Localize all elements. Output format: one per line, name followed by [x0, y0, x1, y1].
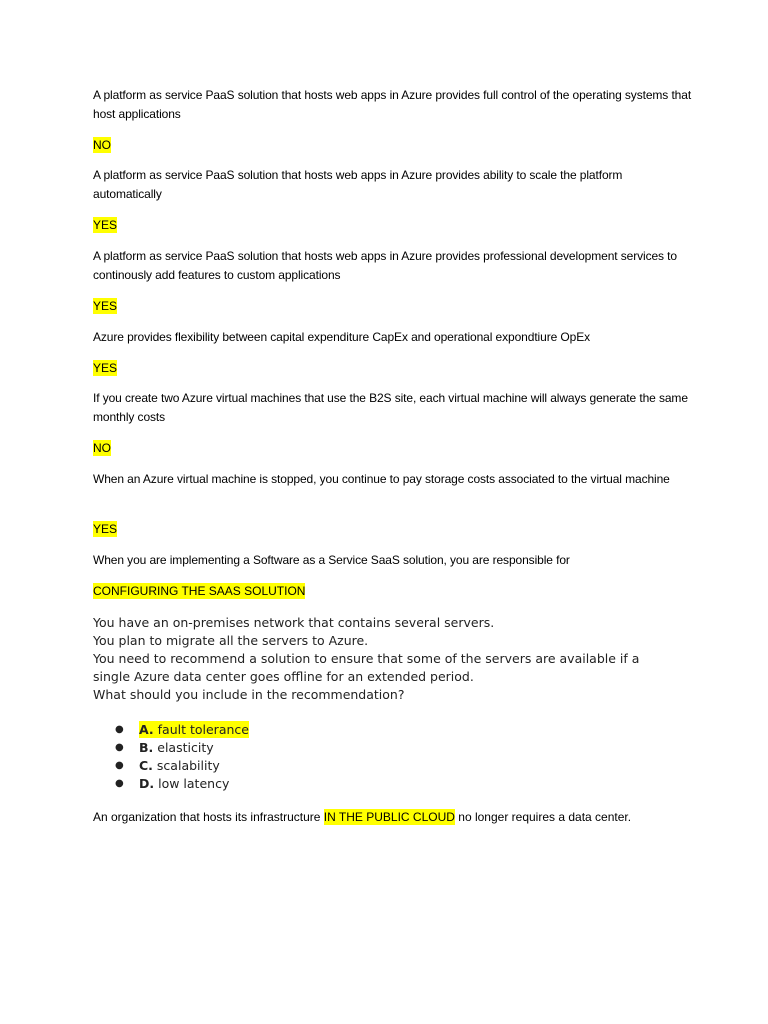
answer-1 — [93, 138, 111, 153]
answer-5-highlight: NO — [93, 441, 111, 455]
option-c — [93, 757, 249, 775]
answer-options-list — [93, 721, 249, 793]
bullet-icon: ● — [115, 724, 124, 735]
scenario-line-3: You need to recommend a solution to ensure that some of the servers are available if a single Azure data center goes offline for an extended period. — [93, 651, 640, 684]
option-a — [93, 721, 249, 739]
answer-7-highlight: CONFIGURING THE SAAS SOLUTION — [93, 584, 306, 598]
final-statement-before: An organization that hosts its infrastructure — [93, 810, 324, 824]
answer-4-highlight: YES — [93, 361, 118, 375]
question-7: When you are implementing a Software as a Service SaaS solution, you are responsible for — [93, 553, 570, 567]
question-1: A platform as service PaaS solution that hosts web apps in Azure provides full control of the operating systems that host applications — [93, 88, 692, 121]
answer-2 — [93, 218, 117, 233]
option-a-highlight — [139, 721, 249, 738]
answer-2-highlight: YES — [93, 218, 118, 232]
final-statement — [93, 808, 713, 826]
option-d — [93, 775, 249, 793]
option-a-letter: A. — [139, 722, 154, 737]
option-b-letter: B. — [139, 740, 154, 755]
scenario-line-1: You have an on-premises network that contains several servers. — [93, 615, 495, 630]
question-3: A platform as service PaaS solution that hosts web apps in Azure provides professional development services to continously add features to custom applications — [93, 249, 677, 282]
answer-7 — [93, 584, 305, 599]
option-a-text: fault tolerance — [157, 722, 249, 737]
option-b-text: elasticity — [157, 740, 214, 755]
question-6: When an Azure virtual machine is stopped, you continue to pay storage costs associated to the virtual machine — [93, 472, 670, 486]
scenario-question: What should you include in the recommendation? — [93, 687, 405, 702]
final-statement-after: no longer requires a data center. — [454, 810, 632, 824]
bullet-icon: ● — [115, 760, 124, 771]
bullet-icon: ● — [115, 742, 124, 753]
option-b — [93, 739, 249, 757]
answer-5 — [93, 441, 111, 456]
scenario-line-2: You plan to migrate all the servers to Azure. — [93, 633, 369, 648]
answer-6-highlight: YES — [93, 522, 118, 536]
final-statement-highlight: IN THE PUBLIC CLOUD — [323, 810, 455, 824]
answer-3 — [93, 299, 117, 314]
answer-3-highlight: YES — [93, 299, 118, 313]
answer-4 — [93, 361, 117, 376]
question-4: Azure provides flexibility between capital expenditure CapEx and operational expondtiure OpEx — [93, 330, 591, 344]
question-2: A platform as service PaaS solution that hosts web apps in Azure provides ability to scale the platform automatically — [93, 168, 623, 201]
option-d-letter: D. — [139, 776, 155, 791]
option-c-text: scalability — [156, 758, 220, 773]
option-c-letter: C. — [139, 758, 153, 773]
option-d-text: low latency — [158, 776, 230, 791]
answer-1-highlight: NO — [93, 138, 111, 152]
question-5: If you create two Azure virtual machines that use the B2S site, each virtual machine will always generate the same monthly costs — [93, 391, 688, 424]
answer-6 — [93, 522, 117, 537]
bullet-icon: ● — [115, 778, 124, 789]
